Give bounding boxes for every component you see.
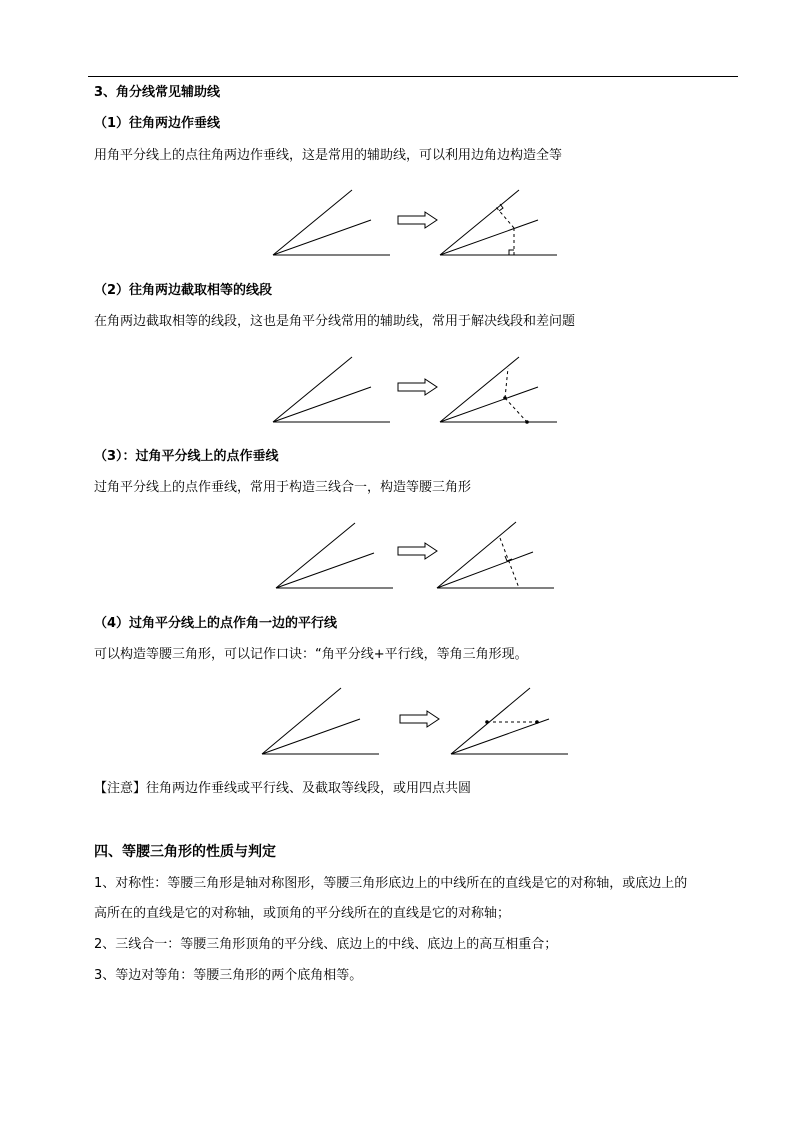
right-arrow-icon [398,543,437,559]
section4-p2: 2、三线合一：等腰三角形顶角的平分线、底边上的中线、底边上的高互相重合； [94,937,558,952]
item4-text: 可以构造等腰三角形，可以记作口诀：“角平分线+平行线，等角三角形现。 [94,647,528,662]
figure-equal-segments [273,357,557,424]
item1-text: 用角平分线上的点往角两边作垂线，这是常用的辅助线，可以利用边角边构造全等 [94,148,563,163]
section4-p3: 3、等边对等角：等腰三角形的两个底角相等。 [94,968,363,983]
figure-perpendicular-to-sides [273,190,557,255]
section4-title: 四、等腰三角形的性质与判定 [94,844,276,860]
right-arrow-icon [398,379,437,395]
figure-parallel-line [262,688,568,754]
figure-perpendicular-to-bisector [276,522,554,588]
section3-title: 3、角分线常见辅助线 [94,85,221,100]
section4-p1-line1: 1、对称性：等腰三角形是轴对称图形，等腰三角形底边上的中线所在的直线是它的对称轴，或底边上的 [94,876,688,891]
item3-text: 过角平分线上的点作垂线，常用于构造三线合一，构造等腰三角形 [94,480,472,495]
item4-heading: （4）过角平分线上的点作角一边的平行线 [94,616,338,631]
item2-text: 在角两边截取相等的线段，这也是角平分线常用的辅助线，常用于解决线段和差问题 [94,314,576,329]
section4-p1-line2: 高所在的直线是它的对称轴，或顶角的平分线所在的直线是它的对称轴； [94,906,511,921]
right-arrow-icon [400,711,439,727]
right-arrow-icon [398,212,437,228]
note-text: 【注意】往角两边作垂线或平行线、及截取等线段，或用四点共圆 [94,781,472,796]
item3-heading: （3）：过角平分线上的点作垂线 [94,449,279,464]
item2-heading: （2）往角两边截取相等的线段 [94,283,273,298]
item1-heading: （1）往角两边作垂线 [94,116,221,131]
